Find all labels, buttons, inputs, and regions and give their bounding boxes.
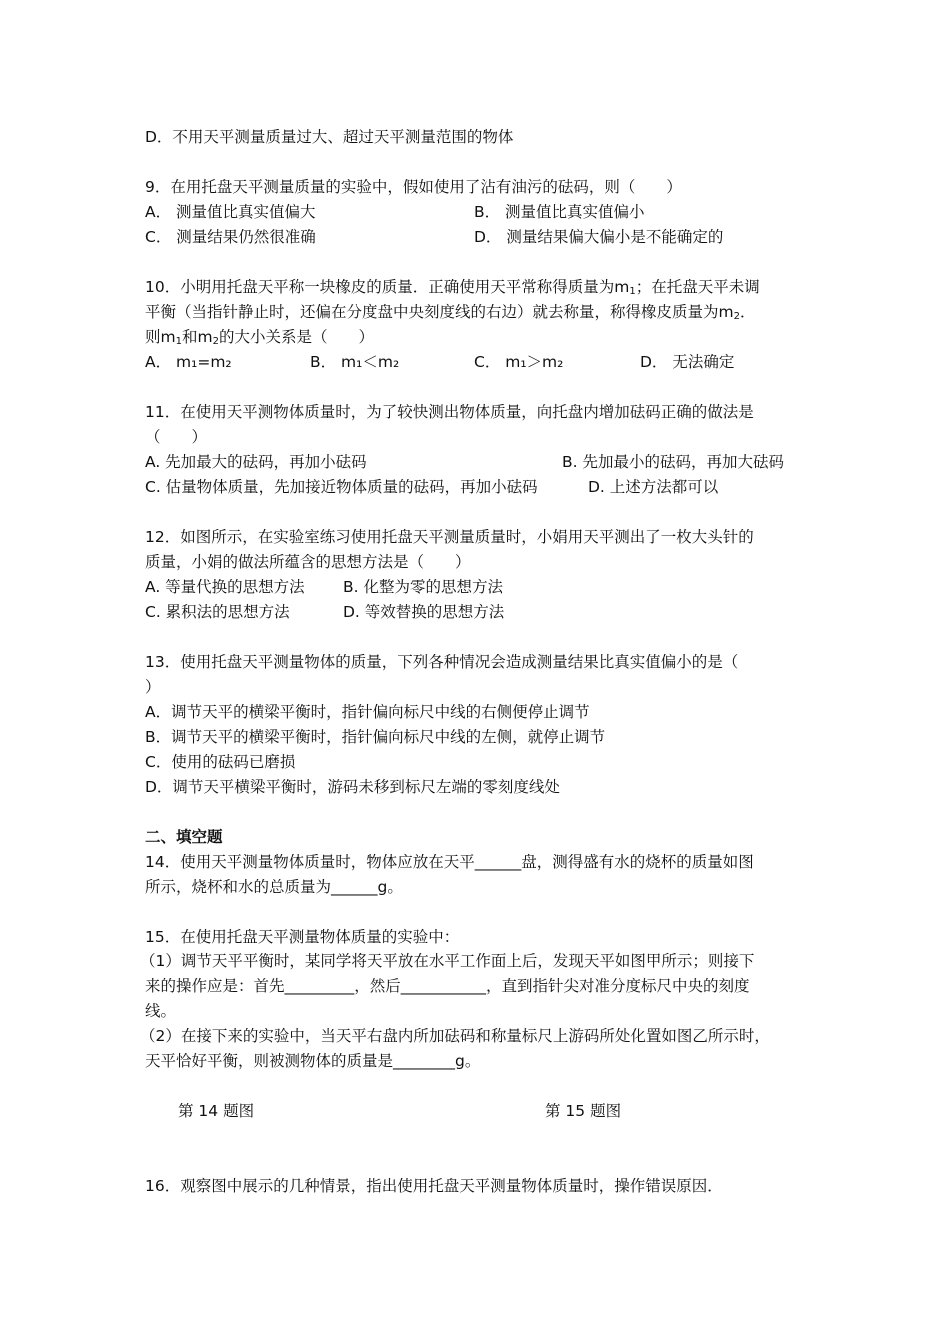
question-14-line-1: 14．使用天平测量物体质量时，物体应放在天平______盘，测得盛有水的烧杯的质量如图 xyxy=(145,853,754,871)
question-11-option-d: D. 上述方法都可以 xyxy=(588,478,719,496)
question-13-line-1: 13．使用托盘天平测量物体的质量，下列各种情况会造成测量结果比真实值偏小的是（ xyxy=(145,653,739,671)
question-10-option-b: B． m₁＜m₂ xyxy=(310,353,400,371)
question-12-option-b: B. 化整为零的思想方法 xyxy=(343,578,503,596)
question-15-line-5: （2）在接下来的实验中，当天平右盘内所加砝码和称量标尺上游码所处化置如图乙所示时， xyxy=(140,1027,770,1045)
question-13-option-c: C．使用的砝码已磨损 xyxy=(145,753,296,771)
question-12-option-c: C. 累积法的思想方法 xyxy=(145,603,290,621)
question-10-line-1: 10．小明用托盘天平称一块橡皮的质量．正确使用天平常称得质量为$m_1$；在托盘天平未调 xyxy=(145,278,760,297)
question-11-option-a: A. 先加最大的砝码，再加小砝码 xyxy=(145,453,367,471)
question-15-line-2: （1）调节天平平衡时，某同学将天平放在水平工作面上后，发现天平如图甲所示；则接下 xyxy=(140,952,755,970)
question-15-line-1: 15．在使用托盘天平测量物体质量的实验中： xyxy=(145,928,460,946)
question-15-line-3: 来的操作应是：首先_________，然后___________，直到指针尖对准分度标尺中央的刻度 xyxy=(145,977,750,995)
question-12-option-a: A. 等量代换的思想方法 xyxy=(145,578,305,596)
question-15-line-6: 天平恰好平衡，则被测物体的质量是________g。 xyxy=(145,1052,481,1070)
question-13-option-d: D．调节天平横梁平衡时，游码未移到标尺左端的零刻度线处 xyxy=(145,778,560,796)
section-heading: 二、填空题 xyxy=(145,828,223,846)
question-10-option-d: D． 无法确定 xyxy=(640,353,735,371)
question-9-option-a: A． 测量值比真实值偏大 xyxy=(145,203,316,221)
question-9-stem: 9．在用托盘天平测量质量的实验中，假如使用了沾有油污的砝码，则（ ） xyxy=(145,178,682,196)
question-13-line-2: ） xyxy=(145,678,161,696)
figure-15-caption: 第 15 题图 xyxy=(545,1102,622,1120)
question-15-line-4: 线。 xyxy=(145,1002,177,1020)
question-9-option-d: D． 测量结果偏大偏小是不能确定的 xyxy=(474,228,724,246)
question-11-line-1: 11．在使用天平测物体质量时，为了较快测出物体质量，向托盘内增加砝码正确的做法是 xyxy=(145,403,754,421)
question-10-option-c: C． m₁＞m₂ xyxy=(474,353,564,371)
question-13-option-b: B．调节天平的横梁平衡时，指针偏向标尺中线的左侧，就停止调节 xyxy=(145,728,606,746)
question-10-option-a: A． m₁=m₂ xyxy=(145,353,232,371)
question-12-line-2: 质量，小娟的做法所蕴含的思想方法是（ ） xyxy=(145,553,471,571)
question-11-option-c: C. 估量物体质量，先加接近物体质量的砝码，再加小砝码 xyxy=(145,478,538,496)
question-13-option-a: A．调节天平的横梁平衡时，指针偏向标尺中线的右侧便停止调节 xyxy=(145,703,590,721)
question-14-line-2: 所示，烧杯和水的总质量为______g。 xyxy=(145,878,403,896)
question-9-option-b: B． 测量值比真实值偏小 xyxy=(474,203,645,221)
question-9-option-c: C． 测量结果仍然很准确 xyxy=(145,228,316,246)
question-8-option-d: D．不用天平测量质量过大、超过天平测量范围的物体 xyxy=(145,128,514,146)
question-11-line-2: （ ） xyxy=(145,428,208,446)
question-16-line-1: 16．观察图中展示的几种情景，指出使用托盘天平测量物体质量时，操作错误原因． xyxy=(145,1177,723,1195)
question-10-line-2: 平衡（当指针静止时，还偏在分度盘中央刻度线的右边）就去称量，称得橡皮质量为$m_2$． xyxy=(145,303,756,322)
figure-14-caption: 第 14 题图 xyxy=(178,1102,255,1120)
question-12-option-d: D. 等效替换的思想方法 xyxy=(343,603,505,621)
question-10-line-3: 则$m_1$和$m_2$的大小关系是（ ） xyxy=(145,328,374,347)
question-11-option-b: B. 先加最小的砝码，再加大砝码 xyxy=(562,453,784,471)
question-12-line-1: 12．如图所示，在实验室练习使用托盘天平测量质量时，小娟用天平测出了一枚大头针的 xyxy=(145,528,754,546)
